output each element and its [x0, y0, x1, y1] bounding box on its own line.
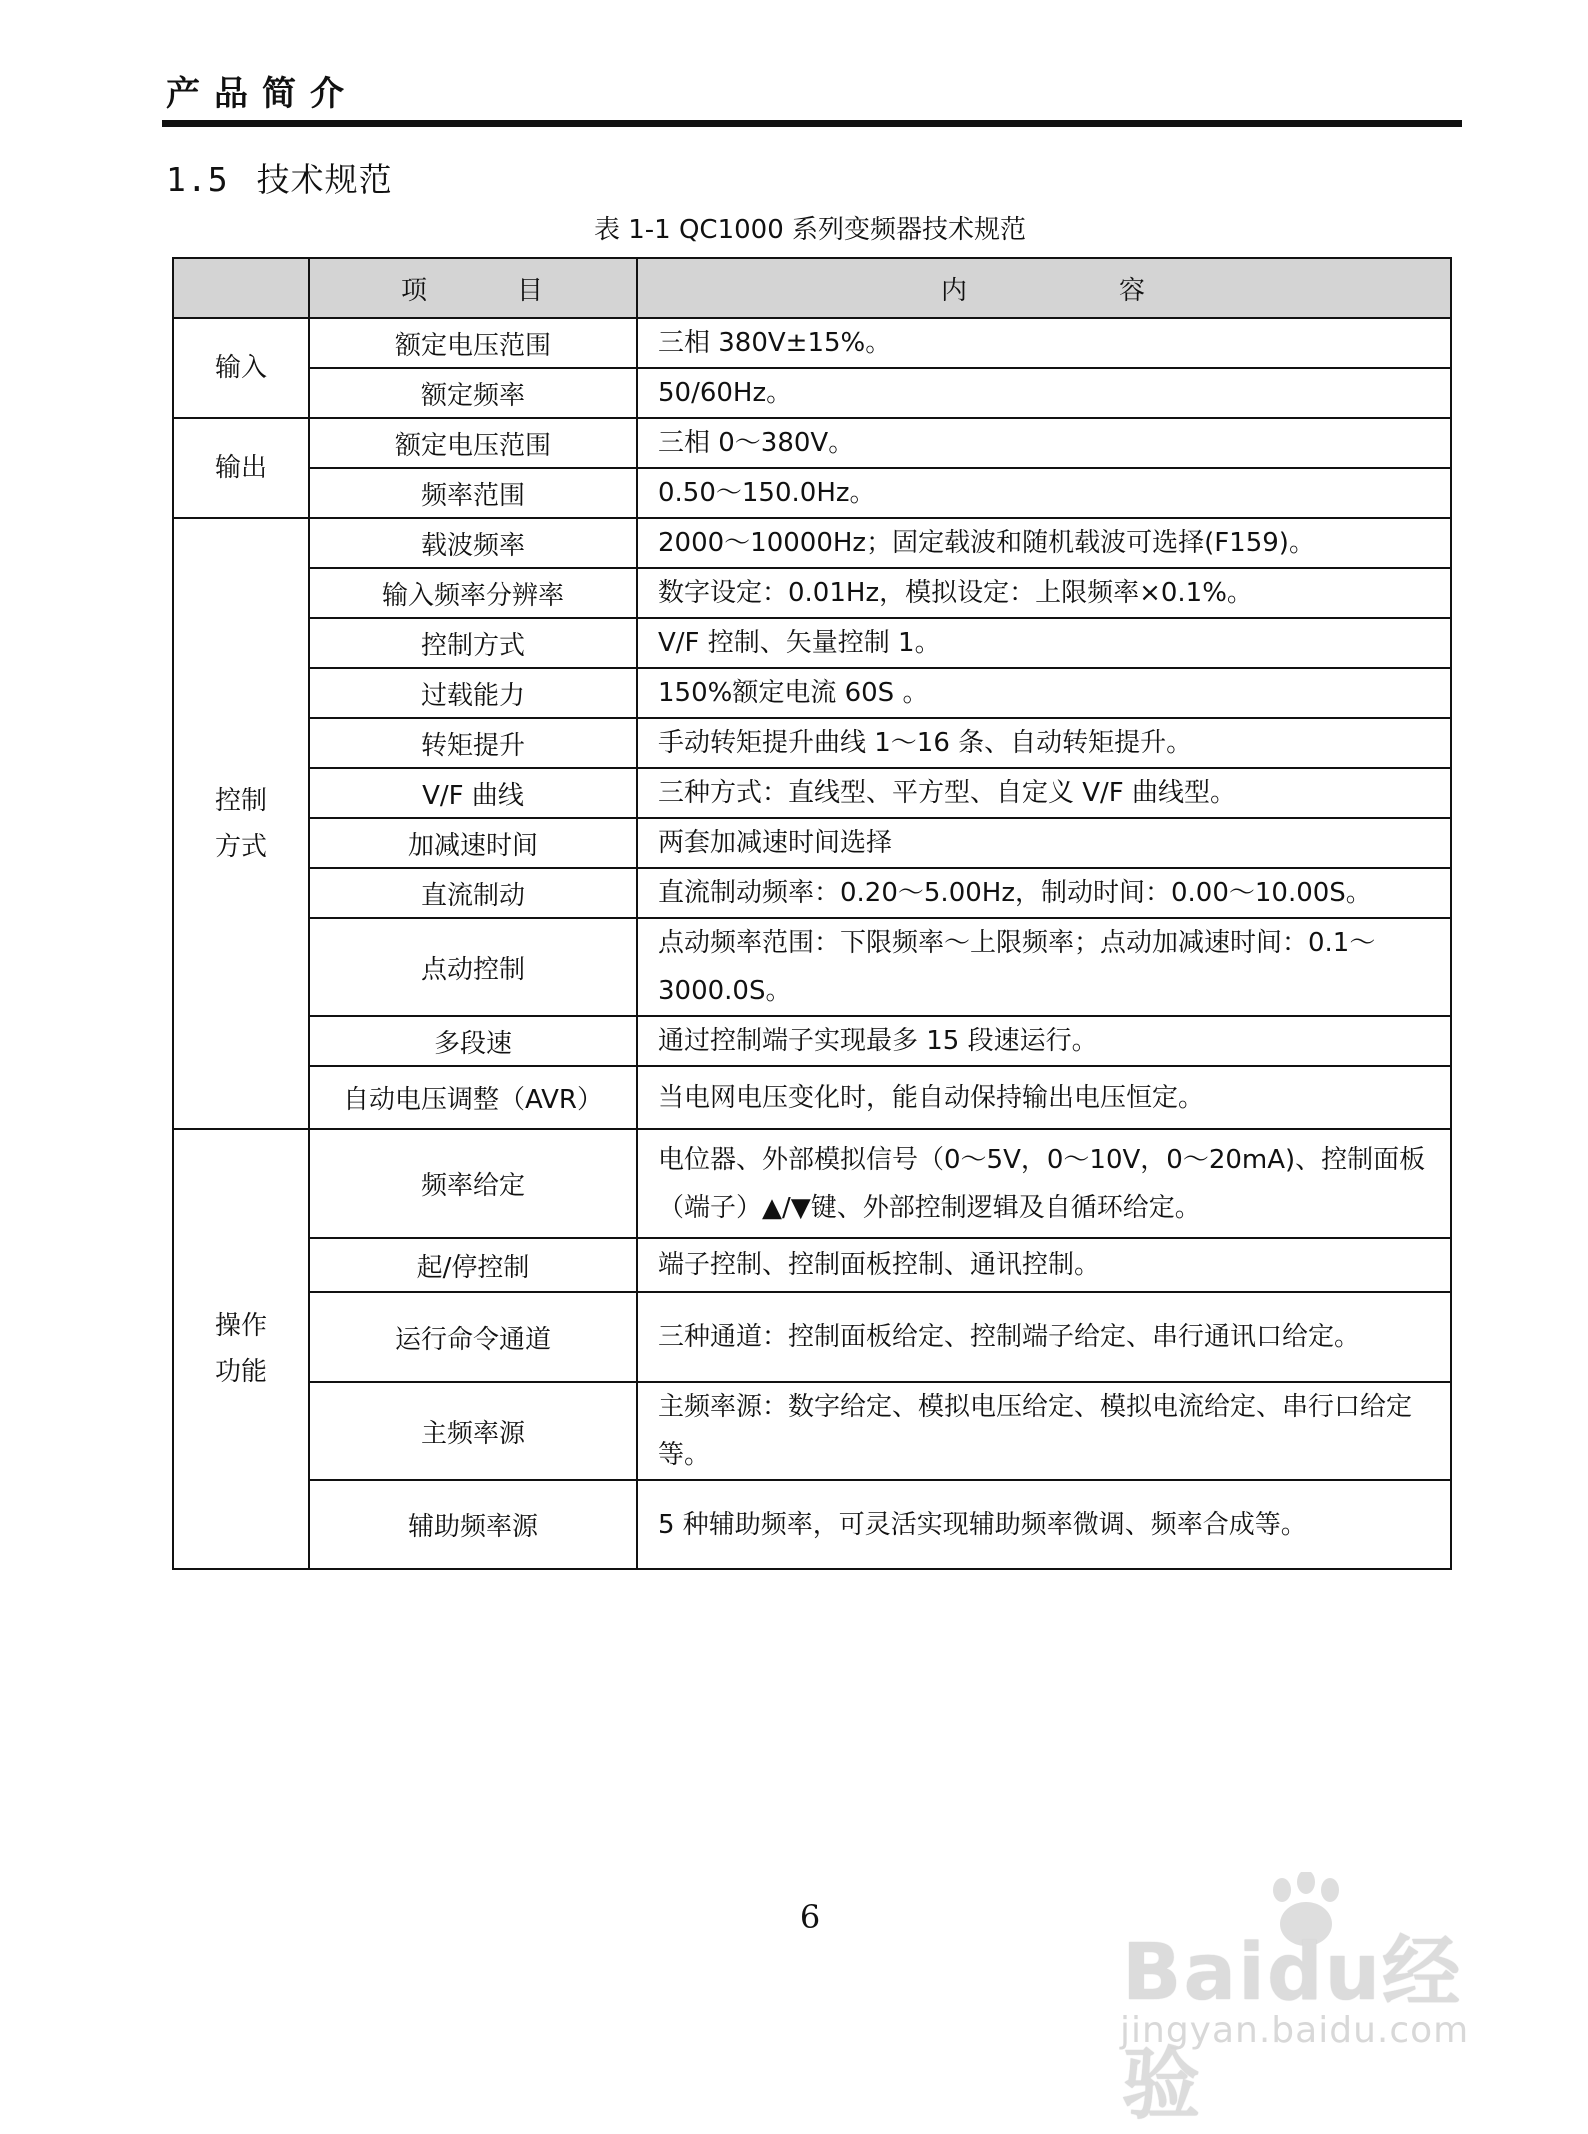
item-cell: 频率给定	[309, 1129, 637, 1238]
content-cell: 三种方式：直线型、平方型、自定义 V/F 曲线型。	[637, 768, 1451, 818]
item-cell: 额定频率	[309, 368, 637, 418]
item-cell: 多段速	[309, 1016, 637, 1066]
baidu-watermark	[1110, 1860, 1490, 2130]
content-cell: 三相 0～380V。	[637, 418, 1451, 468]
item-cell: V/F 曲线	[309, 768, 637, 818]
content-cell: V/F 控制、矢量控制 1。	[637, 618, 1451, 668]
content-cell: 数字设定：0.01Hz，模拟设定：上限频率×0.1%。	[637, 568, 1451, 618]
item-cell: 频率范围	[309, 468, 637, 518]
category-cell-operation: 操作 功能	[173, 1129, 309, 1569]
item-cell: 点动控制	[309, 918, 637, 1016]
item-cell: 过载能力	[309, 668, 637, 718]
header-content-cell: 内 容	[637, 258, 1451, 318]
table-row	[173, 1382, 1451, 1480]
table-row	[173, 868, 1451, 918]
table-row	[173, 718, 1451, 768]
item-cell: 自动电压调整（AVR）	[309, 1066, 637, 1129]
content-cell: 2000～10000Hz；固定载波和随机载波可选择(F159)。	[637, 518, 1451, 568]
page-header-title: 产品简介	[166, 74, 358, 114]
content-cell: 150%额定电流 60S 。	[637, 668, 1451, 718]
table-row	[173, 518, 1451, 568]
content-cell: 手动转矩提升曲线 1～16 条、自动转矩提升。	[637, 718, 1451, 768]
item-cell: 控制方式	[309, 618, 637, 668]
section-title	[166, 154, 393, 201]
content-cell: 0.50～150.0Hz。	[637, 468, 1451, 518]
content-cell: 5 种辅助频率，可灵活实现辅助频率微调、频率合成等。	[637, 1480, 1451, 1569]
content-cell: 主频率源：数字给定、模拟电压给定、模拟电流给定、串行口给定等。	[637, 1382, 1451, 1480]
table-row	[173, 568, 1451, 618]
table-row	[173, 918, 1451, 1016]
content-cell: 50/60Hz。	[637, 368, 1451, 418]
category-cell-control: 控制 方式	[173, 518, 309, 1129]
item-cell: 额定电压范围	[309, 418, 637, 468]
item-cell: 起/停控制	[309, 1238, 637, 1292]
header-rule	[162, 120, 1462, 127]
item-cell: 直流制动	[309, 868, 637, 918]
table-row	[173, 1066, 1451, 1129]
table-header-row	[173, 258, 1451, 318]
header-item-cell: 项 目	[309, 258, 637, 318]
content-cell: 三种通道：控制面板给定、控制端子给定、串行通讯口给定。	[637, 1292, 1451, 1382]
content-cell: 直流制动频率：0.20～5.00Hz，制动时间：0.00～10.00S。	[637, 868, 1451, 918]
table-row	[173, 818, 1451, 868]
header-category-cell	[173, 258, 309, 318]
table-row	[173, 668, 1451, 718]
watermark-url: jingyan.baidu.com	[1120, 2010, 1470, 2051]
content-cell: 电位器、外部模拟信号（0～5V，0～10V，0～20mA)、控制面板（端子）▲/▼键、外部控制逻辑及自循环给定。	[637, 1129, 1451, 1238]
table-row	[173, 468, 1451, 518]
content-cell: 三相 380V±15%。	[637, 318, 1451, 368]
item-cell: 加减速时间	[309, 818, 637, 868]
item-cell: 载波频率	[309, 518, 637, 568]
item-cell: 额定电压范围	[309, 318, 637, 368]
table-row	[173, 1238, 1451, 1292]
table-row	[173, 1016, 1451, 1066]
category-cell-input: 输入	[173, 318, 309, 418]
table-caption: 表 1-1 QC1000 系列变频器技术规范	[593, 215, 1027, 245]
table-row	[173, 418, 1451, 468]
page-number: 6	[799, 1898, 821, 1936]
table-row	[173, 768, 1451, 818]
table-row	[173, 1480, 1451, 1569]
content-cell: 端子控制、控制面板控制、通讯控制。	[637, 1238, 1451, 1292]
category-cell-output: 输出	[173, 418, 309, 518]
table-row	[173, 1292, 1451, 1382]
watermark-logo-text: Baidu经验	[1122, 1928, 1463, 2130]
content-cell: 通过控制端子实现最多 15 段速运行。	[637, 1016, 1451, 1066]
table-row	[173, 368, 1451, 418]
content-cell: 当电网电压变化时，能自动保持输出电压恒定。	[637, 1066, 1451, 1129]
content-cell: 两套加减速时间选择	[637, 818, 1451, 868]
table-row	[173, 318, 1451, 368]
section-heading: 技术规范	[256, 160, 393, 199]
item-cell: 辅助频率源	[309, 1480, 637, 1569]
item-cell: 主频率源	[309, 1382, 637, 1480]
item-cell: 转矩提升	[309, 718, 637, 768]
item-cell: 输入频率分辨率	[309, 568, 637, 618]
content-cell: 点动频率范围：下限频率～上限频率；点动加减速时间：0.1～3000.0S。	[637, 918, 1451, 1016]
table-row	[173, 1129, 1451, 1238]
spec-table	[172, 257, 1452, 1570]
item-cell: 运行命令通道	[309, 1292, 637, 1382]
section-number: 1.5	[166, 160, 229, 199]
table-row	[173, 618, 1451, 668]
